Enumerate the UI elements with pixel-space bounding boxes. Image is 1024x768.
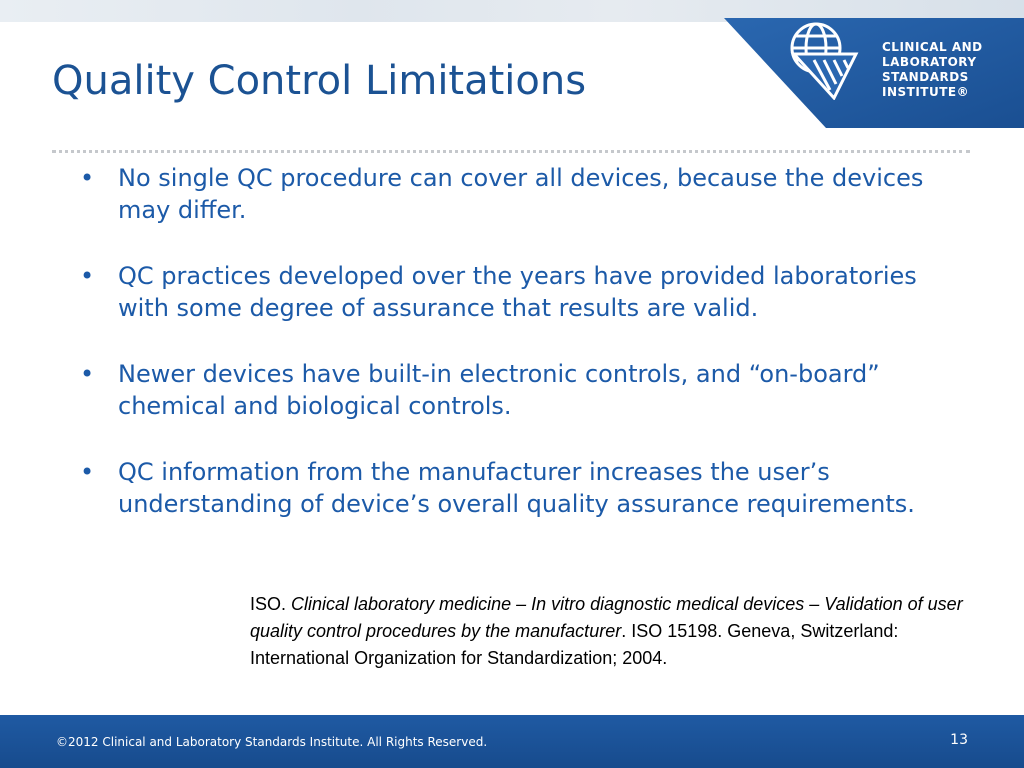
bullet-item (76, 162, 956, 226)
bullet-text: QC information from the manufacturer increases the user’s understanding of device’s overall quality assurance requirements. (118, 458, 915, 518)
globe-check-icon (786, 18, 874, 100)
bullet-dot: • (80, 164, 95, 192)
citation (250, 591, 980, 672)
logo-line-4: INSTITUTE® (882, 85, 970, 99)
logo-line-2: LABORATORY (882, 55, 977, 69)
bullet-dot: • (80, 458, 95, 486)
citation-suffix: . ISO 15198. Geneva, Switzerland: International Organization for Standardization; 2004. (250, 621, 899, 668)
copyright-text: ©2012 Clinical and Laboratory Standards Institute. All Rights Reserved. (56, 735, 488, 749)
logo-line-3: STANDARDS (882, 70, 969, 84)
bullet-dot: • (80, 360, 95, 388)
bullet-item (76, 260, 956, 324)
bullet-text: QC practices developed over the years have provided laboratories with some degree of assurance that results are valid. (118, 262, 917, 322)
citation-prefix: ISO. (250, 594, 292, 614)
bullet-text: Newer devices have built-in electronic controls, and “on-board” chemical and biological controls. (118, 360, 880, 420)
bullet-item (76, 456, 956, 520)
logo-wordmark (882, 40, 983, 100)
footer-bar (0, 715, 1024, 768)
bullet-item (76, 358, 956, 422)
slide-title: Quality Control Limitations (52, 58, 587, 104)
bullet-dot: • (80, 262, 95, 290)
title-divider (52, 150, 970, 153)
logo-line-1: CLINICAL AND (882, 40, 983, 54)
citation-title: Clinical laboratory medicine – In vitro diagnostic medical devices – Validation of user quality control procedures by the manufacturer (250, 594, 963, 641)
bullet-text: No single QC procedure can cover all devices, because the devices may differ. (118, 164, 924, 224)
bullet-list (76, 162, 956, 554)
page-number: 13 (950, 732, 968, 748)
